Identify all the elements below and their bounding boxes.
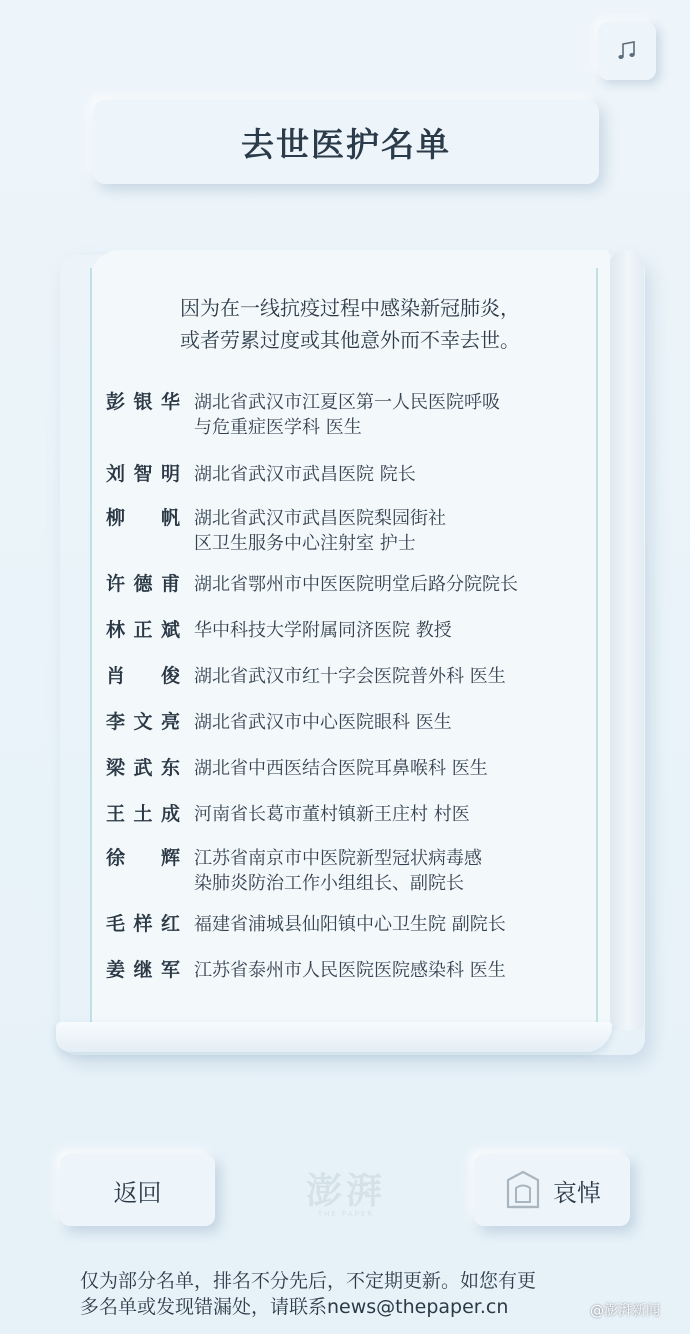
list-item: [106, 710, 596, 735]
footer-note: [80, 1268, 620, 1320]
entry-desc: 福建省浦城县仙阳镇中心卫生院 副院长: [194, 914, 506, 935]
scroll-roll-right: [608, 250, 644, 1030]
footer-line-1: 仅为部分名单，排名不分先后，不定期更新。如您有更: [80, 1270, 537, 1292]
list-item: [106, 390, 596, 440]
entry-name: 毛样红: [106, 913, 180, 935]
memorial-icon: [503, 1169, 543, 1211]
title-banner: [93, 100, 599, 184]
intro-text: [120, 292, 580, 356]
logo-text: 澎湃: [305, 1169, 386, 1212]
entry-desc: 湖北省武汉市红十字会医院普外科 医生: [194, 666, 506, 687]
entry-desc: 江苏省南京市中医院新型冠状病毒感 染肺炎防治工作小组组长、副院长: [194, 848, 482, 894]
entry-name: 姜继军: [106, 959, 180, 981]
back-button-label: 返回: [113, 1178, 162, 1207]
entry-desc: 江苏省泰州市人民医院医院感染科 医生: [194, 960, 506, 981]
page-title: 去世医护名单: [241, 124, 451, 164]
intro-line-1: 因为在一线抗疫过程中感染新冠肺炎，: [180, 296, 520, 320]
entry-desc: 湖北省武汉市武昌医院梨园街社 区卫生服务中心注射室 护士: [194, 508, 446, 554]
watermark-text: @澎湃新闻: [590, 1303, 660, 1319]
entry-name: 李文亮: [106, 711, 180, 733]
entry-name: 王土成: [106, 803, 180, 825]
entry-name: 梁武东: [106, 757, 180, 779]
weibo-watermark: [590, 1300, 660, 1320]
entry-name: 徐 辉: [106, 847, 180, 869]
list-item: [106, 462, 596, 487]
footer-line-2: 多名单或发现错漏处，请联系news@thepaper.cn: [80, 1296, 509, 1318]
list-item: [106, 958, 596, 983]
list-item: [106, 846, 596, 896]
logo-subtext: THE PAPER: [317, 1209, 375, 1218]
entry-name: 柳 帆: [106, 507, 180, 529]
entry-name: 林正斌: [106, 619, 180, 641]
entry-name: 肖 俊: [106, 665, 180, 687]
scroll-roll-bottom: [56, 1022, 612, 1052]
entry-name: 许德甫: [106, 573, 180, 595]
list-item: [106, 756, 596, 781]
list-item: [106, 802, 596, 827]
intro-line-2: 或者劳累过度或其他意外而不幸去世。: [180, 328, 520, 352]
entry-desc: 湖北省武汉市武昌医院 院长: [194, 464, 416, 485]
mourn-button-label: 哀悼: [553, 1178, 601, 1207]
entry-desc: 河南省长葛市董村镇新王庄村 村医: [194, 804, 470, 825]
list-item: [106, 572, 596, 597]
entry-desc: 华中科技大学附属同济医院 教授: [194, 620, 452, 641]
entry-name: 彭银华: [106, 391, 180, 413]
entry-desc: 湖北省鄂州市中医医院明堂后路分院院长: [194, 574, 518, 595]
music-note-icon: [615, 39, 639, 63]
list-item: [106, 506, 596, 556]
list-item: [106, 618, 596, 643]
entry-desc: 湖北省武汉市中心医院眼科 医生: [194, 712, 452, 733]
mourn-button[interactable]: [474, 1154, 630, 1226]
list-item: [106, 664, 596, 689]
music-button[interactable]: [598, 22, 656, 80]
list-item: [106, 912, 596, 937]
back-button[interactable]: [60, 1154, 215, 1226]
entry-name: 刘智明: [106, 463, 180, 485]
thepaper-logo: [286, 1160, 406, 1220]
entry-desc: 湖北省武汉市江夏区第一人民医院呼吸 与危重症医学科 医生: [194, 392, 500, 438]
entry-desc: 湖北省中西医结合医院耳鼻喉科 医生: [194, 758, 488, 779]
